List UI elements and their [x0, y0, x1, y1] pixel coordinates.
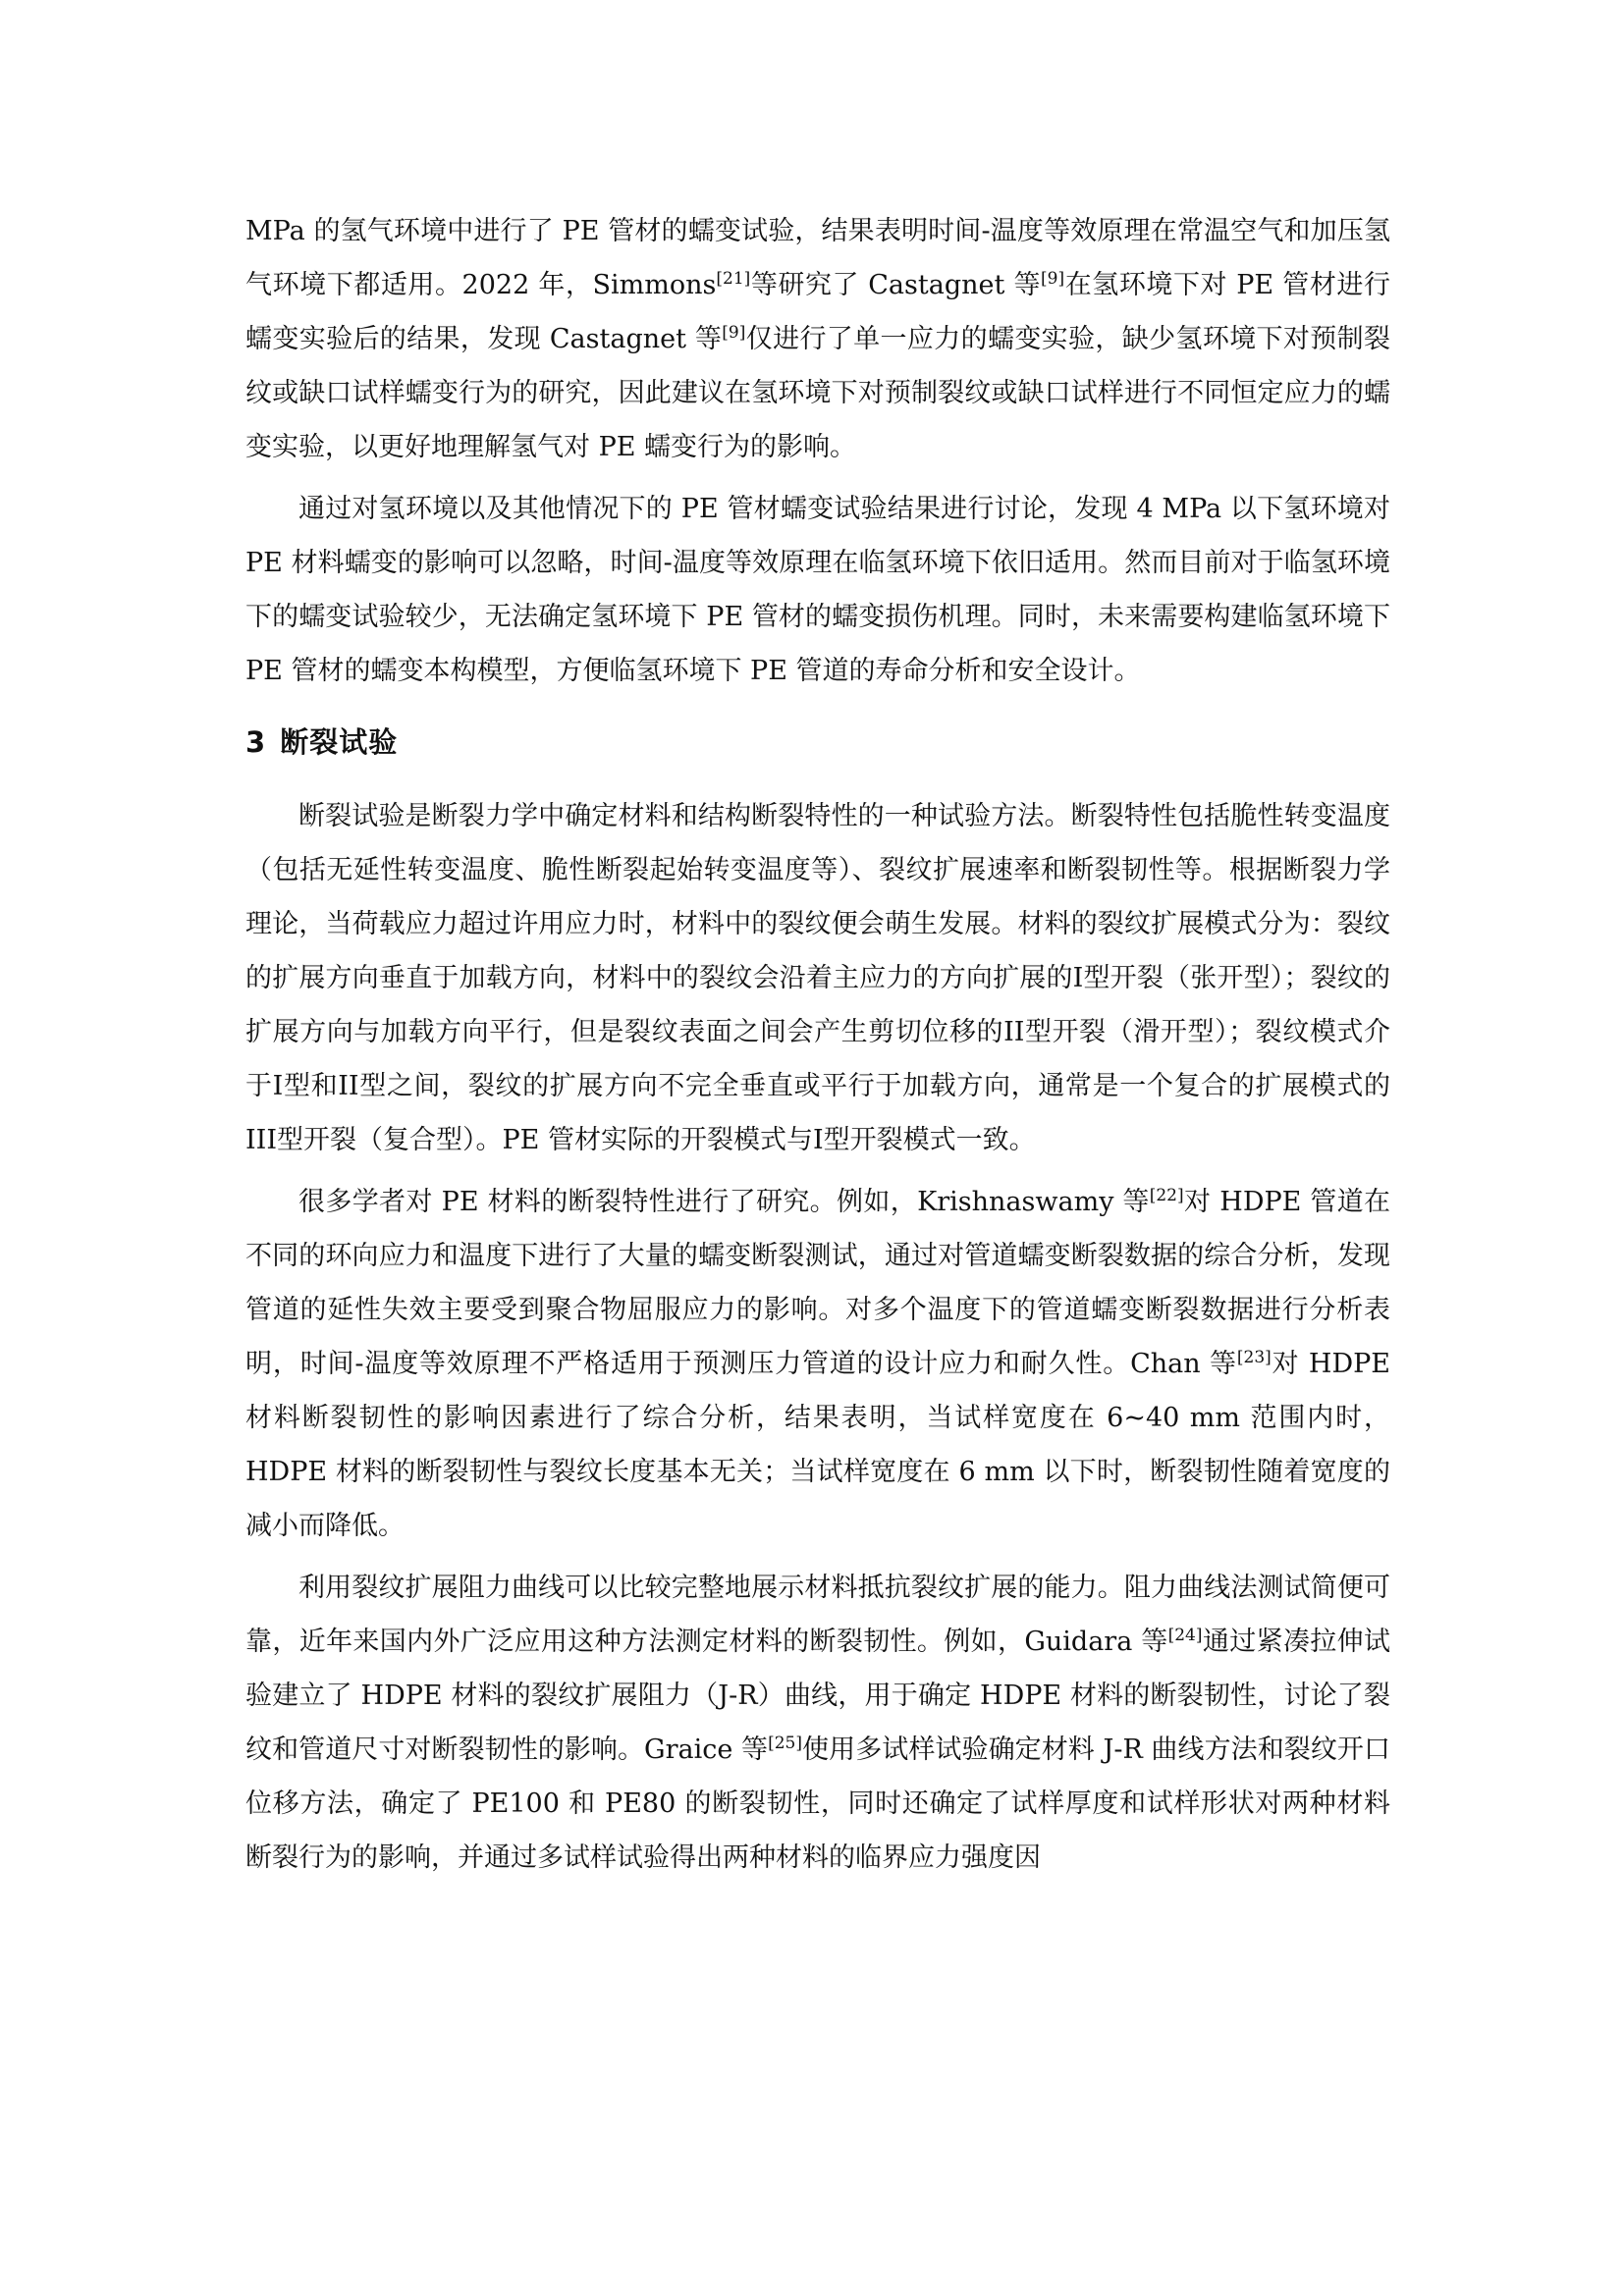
text-run: 等研究了 Castagnet 等 [750, 270, 1042, 300]
body-text-bottom [245, 789, 1390, 1885]
text-run: 在氢环境下对 PE 管材进行蠕变实验后的结果，发现 Castagnet 等 [245, 270, 1390, 354]
text-run: 对 HDPE 管道在不同的环向应力和温度下进行了大量的蠕变断裂测试，通过对管道蠕变断裂数据的综合分析，发现管道的延性失效主要受到聚合物屈服应力的影响。对多个温度下的管道蠕变断裂数据进行分析表明，时间-温度等效原理不严格适用于预测压力管道的设计应力和耐久性。Chan 等 [245, 1187, 1390, 1379]
text-run: 很多学者对 PE 材料的断裂特性进行了研究。例如，Krishnaswamy 等 [298, 1187, 1150, 1217]
document-page [245, 204, 1390, 1893]
section-title: 断裂试验 [280, 725, 399, 759]
paragraph [245, 1175, 1390, 1553]
citation-ref: [24] [1167, 1626, 1203, 1645]
section-heading [245, 716, 1390, 770]
paragraph [245, 204, 1390, 474]
text-run: MPa 的氢气环境中进行了 PE 管材的蠕变试验，结果表明时间-温度等效原理在常温空气和加压氢气环境下都适用。2022 年，Simmons [245, 216, 1390, 300]
citation-ref: [22] [1149, 1186, 1184, 1205]
paragraph [245, 1561, 1390, 1885]
text-run: 使用多试样试验确定材料 J-R 曲线方法和裂纹开口位移方法，确定了 PE100 和 PE80 的断裂韧性，同时还确定了试样厚度和试样形状对两种材料断裂行为的影响，并通过多试样试验得出两种材料的临界应力强度因 [245, 1735, 1390, 1873]
text-run: 仅进行了单一应力的蠕变实验，缺少氢环境下对预制裂纹或缺口试样蠕变行为的研究，因此建议在氢环境下对预制裂纹或缺口试样进行不同恒定应力的蠕变实验，以更好地理解氢气对 PE 蠕变行为的影响。 [245, 324, 1390, 462]
citation-ref: [9] [722, 323, 746, 343]
section-number: 3 [245, 725, 267, 759]
body-text-top [245, 204, 1390, 698]
citation-ref: [25] [768, 1734, 802, 1753]
paragraph [245, 482, 1390, 698]
paragraph [245, 789, 1390, 1167]
text-run: 对 HDPE 材料断裂韧性的影响因素进行了综合分析，结果表明，当试样宽度在 6~40 mm 范围内时，HDPE 材料的断裂韧性与裂纹长度基本无关；当试样宽度在 6 mm 以下时，断裂韧性随着宽度的减小而降低。 [245, 1349, 1390, 1541]
citation-ref: [23] [1236, 1348, 1272, 1367]
text-run: 断裂试验是断裂力学中确定材料和结构断裂特性的一种试验方法。断裂特性包括脆性转变温度（包括无延性转变温度、脆性断裂起始转变温度等）、裂纹扩展速率和断裂韧性等。根据断裂力学理论，当荷载应力超过许用应力时，材料中的裂纹便会萌生发展。材料的裂纹扩展模式分为：裂纹的扩展方向垂直于加载方向，材料中的裂纹会沿着主应力的方向扩展的I型开裂（张开型）；裂纹的扩展方向与加载方向平行，但是裂纹表面之间会产生剪切位移的II型开裂（滑开型）；裂纹模式介于I型和II型之间，裂纹的扩展方向不完全垂直或平行于加载方向，通常是一个复合的扩展模式的III型开裂（复合型）。PE 管材实际的开裂模式与I型开裂模式一致。 [245, 801, 1390, 1155]
citation-ref: [21] [716, 269, 751, 289]
text-run: 利用裂纹扩展阻力曲线可以比较完整地展示材料抵抗裂纹扩展的能力。阻力曲线法测试简便可靠，近年来国内外广泛应用这种方法测定材料的断裂韧性。例如，Guidara 等 [245, 1573, 1390, 1657]
text-run: 通过紧凑拉伸试验建立了 HDPE 材料的裂纹扩展阻力（J-R）曲线，用于确定 HDPE 材料的断裂韧性，讨论了裂纹和管道尺寸对断裂韧性的影响。Graice 等 [245, 1627, 1391, 1765]
citation-ref: [9] [1041, 269, 1065, 289]
text-run: 通过对氢环境以及其他情况下的 PE 管材蠕变试验结果进行讨论，发现 4 MPa 以下氢环境对 PE 材料蠕变的影响可以忽略，时间-温度等效原理在临氢环境下依旧适用。然而目前对于临氢环境下的蠕变试验较少，无法确定氢环境下 PE 管材的蠕变损伤机理。同时，未来需要构建临氢环境下 PE 管材的蠕变本构模型，方便临氢环境下 PE 管道的寿命分析和安全设计。 [245, 494, 1390, 686]
